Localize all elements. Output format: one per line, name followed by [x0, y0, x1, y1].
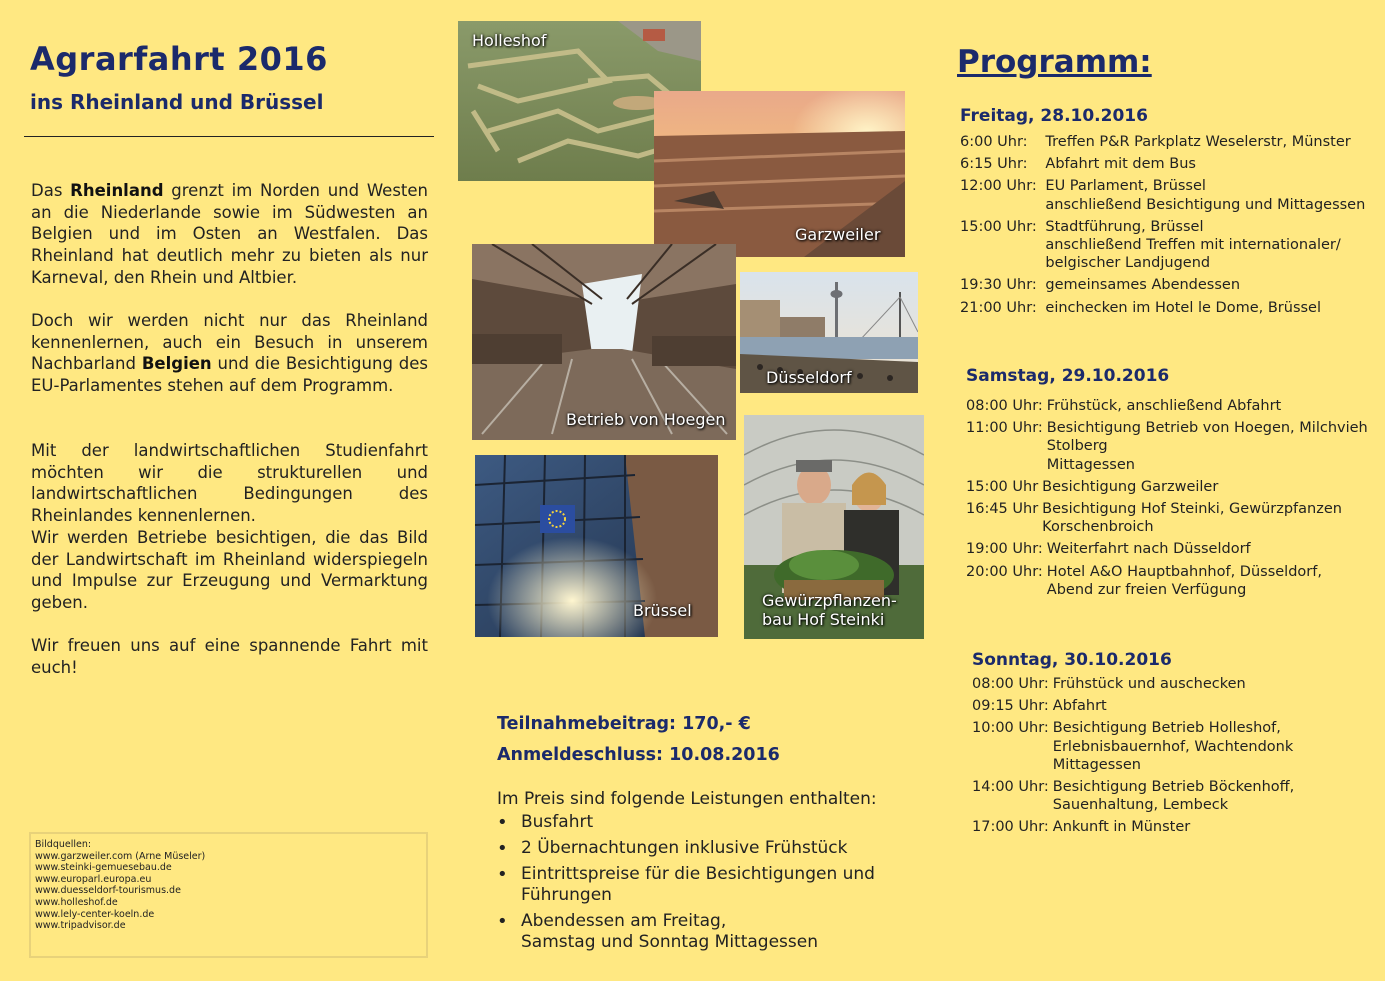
- schedule-description: Frühstück, anschließend Abfahrt: [1046, 398, 1282, 414]
- caption-holleshof: Holleshof: [472, 31, 547, 50]
- schedule-sunday: [972, 675, 1385, 841]
- schedule-description: Hotel A&O Hauptbahnhof, Düsseldorf, Abend zur freien Verfügung: [1046, 563, 1322, 598]
- schedule-item: [972, 719, 1385, 774]
- schedule-item: [966, 397, 1385, 415]
- day-heading-friday: Freitag, 28.10.2016: [960, 106, 1148, 126]
- schedule-time: 17:00 Uhr:: [972, 819, 1049, 836]
- schedule-time: 10:00 Uhr:: [972, 720, 1049, 737]
- schedule-item: [960, 276, 1380, 294]
- schedule-description: Besichtigung Garzweiler: [1042, 478, 1219, 495]
- included-service-item: • Abendessen am Freitag, Samstag und Sonntag Mittagessen: [497, 911, 917, 953]
- schedule-description: Ankunft in Münster: [1052, 819, 1191, 836]
- sources-list: [35, 839, 422, 932]
- included-services-title: Im Preis sind folgende Leistungen enthalten:: [497, 789, 877, 809]
- schedule-time: 15:00 Uhr:: [960, 218, 1042, 235]
- paragraph-text: Das: [31, 181, 71, 200]
- image-sources-box: [29, 832, 428, 958]
- photo-steinki: [744, 415, 924, 639]
- caption-steinki: Gewürzpflanzen- bau Hof Steinki: [762, 591, 897, 629]
- page-title: Agrarfahrt 2016: [30, 40, 328, 78]
- intro-paragraph-1: [31, 180, 428, 289]
- source-entry: www.tripadvisor.de: [35, 920, 126, 932]
- schedule-description: gemeinsames Abendessen: [1045, 277, 1241, 294]
- schedule-description: Frühstück und auschecken: [1052, 676, 1246, 692]
- schedule-description: einchecken im Hotel le Dome, Brüssel: [1045, 299, 1321, 316]
- schedule-item: [972, 675, 1385, 693]
- paragraph-text: grenzt im Norden und Westen an die Niederlande sowie im Südwesten an Belgien und im Osten an Westfalen. Das Rheinland hat deutlich mehr zu bieten als nur Karneval, den Rhein und Altbier.: [31, 181, 428, 287]
- registration-deadline: Anmeldeschluss: 10.08.2016: [497, 745, 780, 765]
- schedule-item: [966, 500, 1385, 536]
- schedule-saturday: [966, 397, 1385, 603]
- paragraph-text: und die Besichtigung des EU-Parlamentes stehen auf dem Programm.: [31, 354, 428, 396]
- schedule-item: [960, 218, 1380, 273]
- program-title: Programm:: [957, 44, 1152, 80]
- schedule-item: [960, 133, 1380, 151]
- schedule-time: 11:00 Uhr:: [966, 420, 1043, 437]
- schedule-item: [966, 540, 1385, 558]
- schedule-time: 09:15 Uhr:: [972, 698, 1049, 715]
- day-heading-sunday: Sonntag, 30.10.2016: [972, 650, 1172, 670]
- paragraph-text: Doch wir werden nicht nur das Rheinland kennenlernen, auch ein Besuch in unserem Nachbarland: [31, 311, 428, 374]
- schedule-description: EU Parlament, Brüssel anschließend Besichtigung und Mittagessen: [1045, 178, 1366, 213]
- schedule-time: 20:00 Uhr:: [966, 563, 1043, 580]
- schedule-description: Treffen P&R Parkplatz Weselerstr, Münster: [1045, 134, 1351, 150]
- schedule-item: [960, 299, 1380, 317]
- schedule-time: 14:00 Uhr:: [972, 779, 1049, 796]
- source-entry: www.holleshof.de: [35, 896, 118, 908]
- included-service-item: • 2 Übernachtungen inklusive Frühstück: [497, 838, 917, 859]
- schedule-time: 6:00 Uhr:: [960, 134, 1042, 150]
- schedule-description: Abfahrt mit dem Bus: [1045, 156, 1196, 173]
- schedule-item: [972, 778, 1385, 814]
- schedule-time: 16:45 Uhr: [966, 501, 1039, 518]
- included-services-list: [497, 812, 917, 958]
- caption-bruessel: Brüssel: [633, 601, 692, 620]
- schedule-item: [966, 563, 1385, 599]
- schedule-description: Stadtführung, Brüssel anschließend Treffen mit internationaler/ belgischer Landjugend: [1045, 218, 1341, 272]
- schedule-time: 08:00 Uhr:: [972, 676, 1049, 692]
- highlighted-term: Belgien: [141, 354, 212, 374]
- source-entry: www.duesseldorf-tourismus.de: [35, 885, 181, 897]
- schedule-description: Besichtigung Betrieb von Hoegen, Milchvieh Stolberg Mittagessen: [1046, 420, 1368, 473]
- photo-duesseldorf: [740, 272, 918, 393]
- included-service-item: • Eintrittspreise für die Besichtigungen und Führungen: [497, 864, 917, 906]
- schedule-time: 08:00 Uhr:: [966, 398, 1043, 414]
- schedule-description: Besichtigung Betrieb Böckenhoff, Sauenhaltung, Lembeck: [1052, 779, 1295, 814]
- paragraph-text: Wir freuen uns auf eine spannende Fahrt mit euch!: [31, 636, 428, 677]
- schedule-time: 21:00 Uhr:: [960, 299, 1042, 316]
- schedule-friday: [960, 133, 1380, 321]
- schedule-time: 15:00 Uhr: [966, 478, 1039, 495]
- schedule-item: [966, 419, 1385, 474]
- schedule-time: 19:00 Uhr:: [966, 541, 1043, 558]
- source-entry: www.europarl.europa.eu: [35, 873, 152, 885]
- schedule-item: [960, 155, 1380, 173]
- highlighted-term: Rheinland: [70, 181, 164, 200]
- schedule-description: Weiterfahrt nach Düsseldorf: [1046, 541, 1251, 558]
- schedule-time: 19:30 Uhr:: [960, 277, 1042, 294]
- schedule-item: [972, 818, 1385, 836]
- participation-fee: Teilnahmebeitrag: 170,- €: [497, 714, 751, 734]
- schedule-time: 12:00 Uhr:: [960, 178, 1042, 195]
- schedule-item: [972, 697, 1385, 715]
- schedule-description: Abfahrt: [1052, 698, 1107, 715]
- intro-paragraph-4: [31, 635, 428, 678]
- source-entry: www.lely-center-koeln.de: [35, 908, 155, 920]
- intro-paragraph-3: [31, 440, 428, 614]
- schedule-description: Besichtigung Hof Steinki, Gewürzpfanzen Korschenbroich: [1042, 501, 1342, 536]
- day-heading-saturday: Samstag, 29.10.2016: [966, 366, 1170, 386]
- photo-garzweiler: [654, 91, 905, 257]
- source-entry: www.steinki-gemuesebau.de: [35, 862, 172, 874]
- source-entry: www.garzweiler.com (Arne Müseler): [35, 850, 206, 862]
- intro-paragraph-2: [31, 310, 428, 397]
- schedule-item: [966, 478, 1385, 496]
- photo-hoegen: [472, 244, 736, 440]
- schedule-item: [960, 177, 1380, 213]
- schedule-description: Besichtigung Betrieb Holleshof, Erlebnisbauernhof, Wachtendonk Mittagessen: [1052, 720, 1294, 773]
- schedule-time: 6:15 Uhr:: [960, 156, 1042, 173]
- paragraph-text: Mit der landwirtschaftlichen Studienfahrt möchten wir die strukturellen und landwirtschaftlichen Bedingungen des Rheinlandes kennenlernen. Wir werden Betriebe besichtigen, die das Bild der Landwirtschaft im Rheinland widerspiegeln und Impulse zur Erzeugung und Vermarktung geben.: [31, 441, 428, 612]
- photo-bruessel: [475, 455, 718, 637]
- title-divider: [24, 136, 434, 137]
- caption-duesseldorf: Düsseldorf: [766, 368, 852, 387]
- sources-heading: Bildquellen:: [35, 839, 92, 850]
- included-service-item: • Busfahrt: [497, 812, 917, 833]
- caption-hoegen: Betrieb von Hoegen: [566, 410, 726, 429]
- page-subtitle: ins Rheinland und Brüssel: [30, 90, 324, 114]
- caption-garzweiler: Garzweiler: [795, 225, 881, 244]
